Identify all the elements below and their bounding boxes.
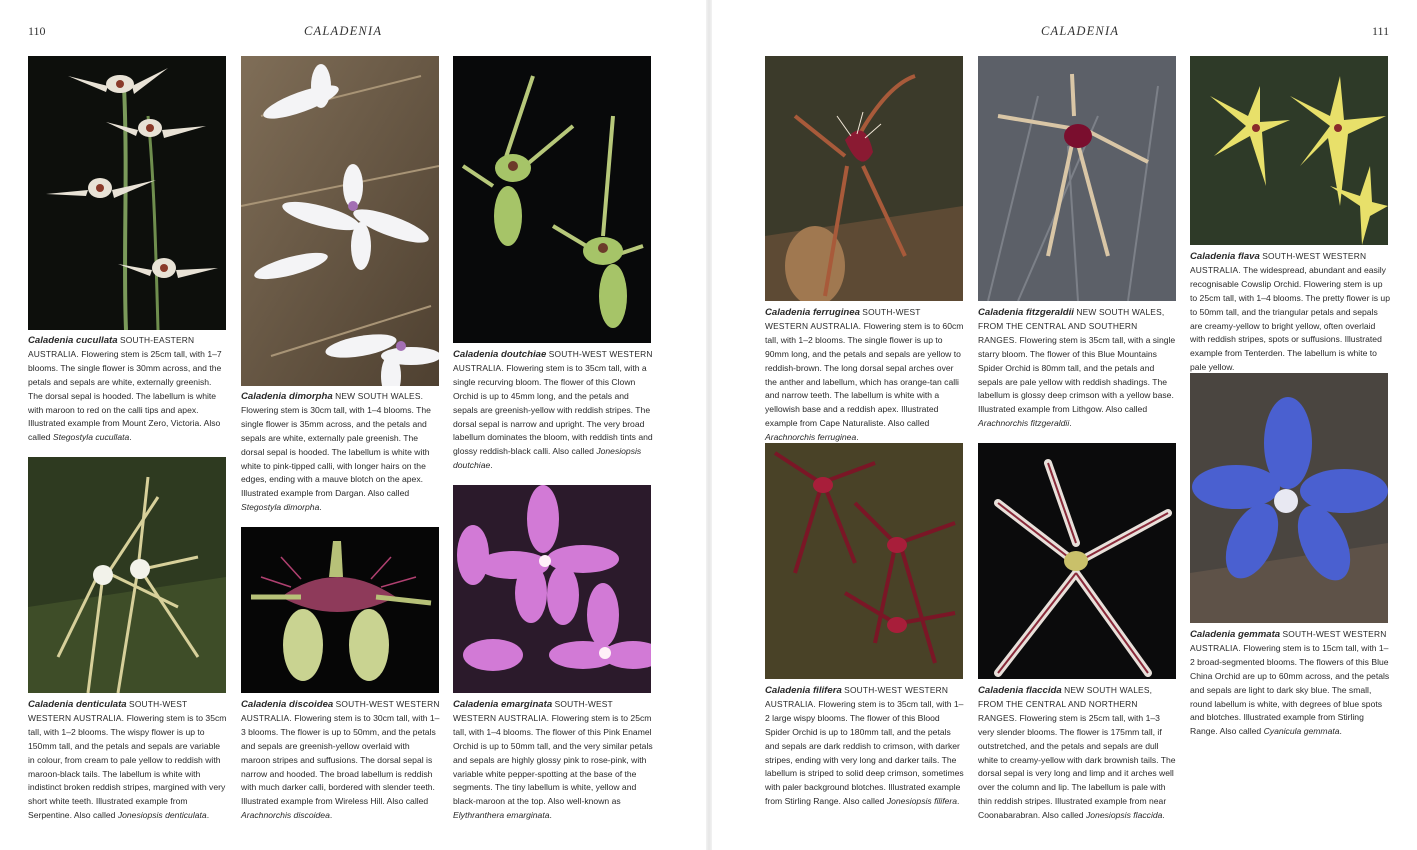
region-label: SOUTH-WEST WESTERN AUSTRALIA.	[453, 699, 613, 723]
synonym: Jonesiopsis flaccida	[1085, 810, 1163, 821]
caption-end: .	[1339, 726, 1342, 737]
synonym: Cyanicula gemmata	[1263, 726, 1340, 737]
caption-filifera	[765, 684, 965, 809]
caption-denticulata	[28, 698, 228, 823]
region-label: SOUTH-WEST WESTERN AUSTRALIA.	[1190, 629, 1387, 653]
caption-end: .	[957, 796, 960, 807]
photo-dimorpha	[241, 56, 439, 386]
caption-doutchiae	[453, 348, 653, 473]
caption-text: Flowering stem is to 25cm tall, with 1–4 blooms. The flower of this Pink Enamel Orchid is up to 50mm tall, and the very similar petals and sepals are highly glossy pink to rose-pink, with variable white pepper-spotting at the base of the segments. The tiny labellum is white, yellow and black-maroon at the top. Also well-known as	[453, 712, 653, 807]
synonym: Arachnorchis ferruginea	[765, 432, 857, 443]
region-label: SOUTH-WEST WESTERN AUSTRALIA.	[241, 699, 440, 723]
caption-text: Flowering stem is to 15cm tall, with 1–2 broad-segmented blooms. The flowers of this Blue China Orchid are up to 60mm across, and the petals and sepals are light to dark sky blue. The small, round labellum is white, with degrees of blue spots and blotches. Illustrated example from Stirling Range. Also called	[1190, 642, 1390, 737]
caption-end: .	[490, 460, 493, 471]
region-label: SOUTH-WEST WESTERN AUSTRALIA.	[1190, 251, 1367, 275]
caption-text: Flowering stem is to 35cm tall, with 1–2 large wispy blooms. The flower of this Blood Spider Orchid is up to 180mm tall, and the petals and sepals are dark reddish to crimson, with darker stripes, ending with very long and darker tails. The labellum is striped to solid deep crimson, sometimes with paler background blotches. Illustrated example from Stirling Range. Also called	[765, 698, 964, 807]
caption-end: .	[129, 432, 132, 443]
photo-ferruginea	[765, 56, 963, 301]
species-name: Caladenia filifera	[765, 685, 842, 696]
species-name: Caladenia gemmata	[1190, 629, 1281, 640]
synonym: Jonesiopsis doutchiae	[453, 446, 642, 471]
right-running-head: CALADENIA	[1041, 24, 1120, 38]
caption-flaccida	[978, 684, 1178, 823]
caption-text: Flowering stem is to 35cm tall, with a single recurving bloom. The flower of this Clown Orchid is up to 45mm long, and the petals and sepals are greenish-yellow with reddish stripes. The dorsal sepal is narrow and upright. The very broad labellum dominates the bloom, with reddish tints and glossy reddish-black calli. Also called	[453, 362, 653, 457]
region-label: SOUTH-EASTERN AUSTRALIA.	[28, 335, 195, 359]
synonym: Arachnorchis fitzgeraldii	[978, 418, 1070, 429]
caption-text: Flowering stem is to 30cm tall, with 1–3 blooms. The flower is up to 50mm, and the petals and sepals are greenish-yellow overlaid with maroon stripes and suffusions. The dorsal sepal is narrow and hooded. The broad labellum is reddish with much darker calli, bordered with slender teeth. Illustrated example from Wireless Hill. Also called	[241, 712, 440, 807]
caption-text: Flowering stem is 30cm tall, with 1–4 blooms. The single flower is 35mm across, and the petals and sepals are white, externally pale greenish. The dorsal sepal is hooded. The labellum is white with white to pink-tipped calli, with longer hairs on the edges, ending with a mauve blotch on the apex. Illustrated example from Dargan. Also called	[241, 404, 431, 499]
species-name: Caladenia doutchiae	[453, 349, 547, 360]
page-gutter	[706, 0, 712, 850]
region-label: SOUTH-WEST WESTERN AUSTRALIA.	[765, 685, 949, 709]
species-name: Caladenia discoidea	[241, 699, 334, 710]
region-label: SOUTH-WEST WESTERN AUSTRALIA.	[28, 699, 188, 723]
right-page-number: 111	[1372, 24, 1390, 38]
species-name: Caladenia cucullata	[28, 335, 118, 346]
synonym: Jonesiopsis denticulata	[117, 810, 207, 821]
left-page-number: 110	[28, 24, 46, 38]
caption-text: Flowering stem is 35cm tall, with a single starry bloom. The flower of this Blue Mountains Spider Orchid is 80mm tall, and the petals and sepals are pale yellow with reddish shadings. The labellum is glossy deep crimson with a yellow base. Illustrated example from Lithgow. Also called	[978, 334, 1176, 415]
caption-end: .	[549, 810, 552, 821]
photo-discoidea	[241, 527, 439, 693]
caption-end: .	[1069, 418, 1072, 429]
photo-gemmata	[1190, 373, 1388, 623]
region-label: SOUTH-WEST WESTERN AUSTRALIA.	[765, 307, 921, 331]
region-label: NEW SOUTH WALES.	[335, 391, 424, 401]
caption-end: .	[329, 810, 333, 821]
synonym: Stegostyla dimorpha	[241, 502, 320, 513]
species-name: Caladenia flaccida	[978, 685, 1062, 696]
photo-denticulata	[28, 457, 226, 693]
caption-ferruginea	[765, 306, 965, 445]
species-name: Caladenia denticulata	[28, 699, 127, 710]
caption-flava	[1190, 250, 1392, 375]
species-name: Caladenia dimorpha	[241, 391, 333, 402]
caption-discoidea	[241, 698, 441, 823]
region-label: SOUTH-WEST WESTERN AUSTRALIA.	[453, 349, 653, 373]
left-running-head: CALADENIA	[304, 24, 383, 38]
photo-cucullata	[28, 56, 226, 330]
photo-fitzgeraldii	[978, 56, 1176, 301]
synonym: Elythranthera emarginata	[453, 810, 550, 821]
species-name: Caladenia flava	[1190, 251, 1260, 262]
region-label: NEW SOUTH WALES, FROM THE CENTRAL AND NORTHERN RANGES.	[978, 685, 1153, 723]
species-name: Caladenia fitzgeraldii	[978, 307, 1074, 318]
species-name: Caladenia ferruginea	[765, 307, 860, 318]
caption-text: The widespread, abundant and easily recognisable Cowslip Orchid. Flowering stem is up to 25cm tall, with 1–4 blooms. The pretty flower is up to 50mm tall, and the triangular petals and sepals are creamy-yellow to bright yellow, often overlaid with reddish stripes, spots or suffusions. Illustrated example from Tenterden. The labellum is white to pale yellow.	[1190, 264, 1390, 373]
photo-filifera	[765, 443, 963, 679]
photo-emarginata	[453, 485, 651, 693]
species-name: Caladenia emarginata	[453, 699, 553, 710]
caption-text: Flowering stem is to 35cm tall, with 1–2 blooms. The wispy flower is up to 150mm tall, and the petals and sepals are variable in colour, from cream to pale yellow to reddish with maroon-black tails. The labellum is white with indistinct broken reddish stripes, margined with very short white teeth. Illustrated example from Serpentine. Also called	[28, 712, 227, 821]
caption-cucullata	[28, 334, 228, 445]
caption-end: .	[1162, 810, 1165, 821]
caption-fitzgeraldii	[978, 306, 1178, 431]
caption-text: Flowering stem is 25cm tall, with 1–3 very slender blooms. The flower is 175mm tall, if outstretched, and the petals and sepals are dull white to creamy-yellow with dark brownish tails. The dorsal sepal is very long and limp and it arches well over the column and lip. The labellum is pale with thin reddish stripes. Illustrated example from near Coonabarabran. Also called	[978, 712, 1176, 821]
synonym: Jonesiopsis filifera	[886, 796, 958, 807]
synonym: Arachnorchis discoidea	[241, 810, 330, 821]
caption-end: .	[319, 502, 322, 513]
caption-gemmata	[1190, 628, 1392, 739]
caption-end: .	[206, 810, 210, 821]
region-label: NEW SOUTH WALES, FROM THE CENTRAL AND SOUTHERN RANGES.	[978, 307, 1165, 345]
photo-flava	[1190, 56, 1388, 245]
photo-doutchiae	[453, 56, 651, 343]
caption-end: .	[856, 432, 859, 443]
photo-flaccida	[978, 443, 1176, 679]
caption-emarginata	[453, 698, 653, 823]
caption-text: Flowering stem is to 60cm tall, with 1–2 blooms. The single flower is up to 90mm long, and the petals and sepals are yellow to reddish-brown. The long dorsal sepal arches over the anther and labellum, which has orange-tan calli and narrow teeth. The labellum is white with a yellowish base and a reddish apex. Illustrated example from Cape Naturaliste. Also called	[765, 320, 964, 429]
caption-text: Flowering stem is 25cm tall, with 1–7 blooms. The single flower is 30mm across, and the petals and sepals are white, externally greenish. The dorsal sepal is hooded. The labellum is white with maroon to red on the calli tips and apex. Illustrated example from Mount Zero, Victoria. Also called	[28, 348, 222, 443]
caption-dimorpha	[241, 390, 441, 515]
synonym: Stegostyla cucullata	[52, 432, 130, 443]
